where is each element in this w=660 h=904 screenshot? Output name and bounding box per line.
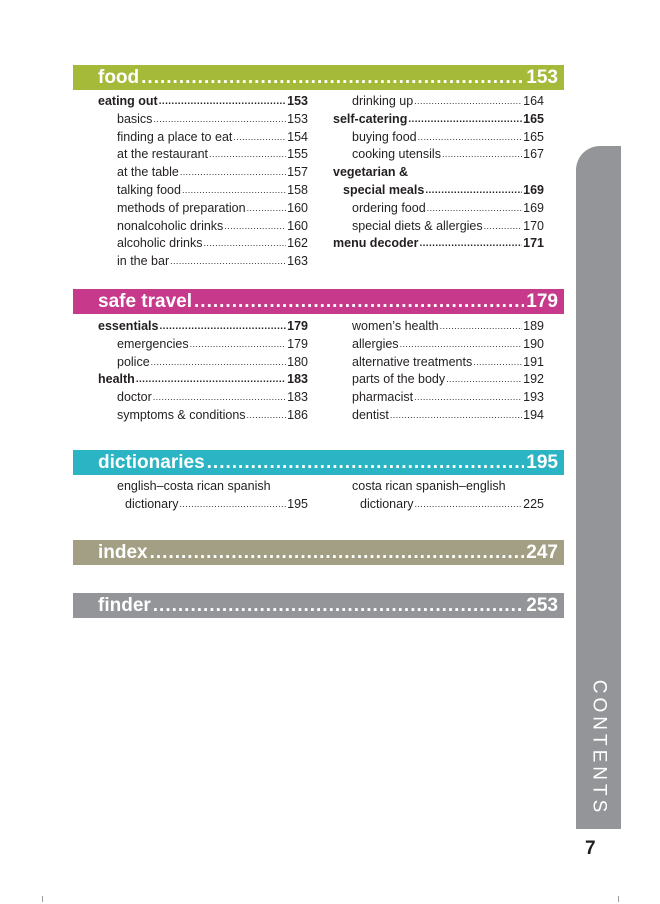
section-bar-dictionaries[interactable] (73, 450, 564, 475)
leader-dots (136, 371, 286, 389)
entry-page: 189 (523, 319, 544, 333)
entry-page: 193 (523, 390, 544, 405)
section-title-safe-travel: safe travel (98, 290, 193, 312)
leader-dots (414, 389, 522, 407)
entry-page: 165 (523, 129, 544, 144)
section-title-index: index (98, 541, 148, 563)
side-tab-text: CONTENTS (588, 679, 610, 817)
entry-label: buying food (352, 129, 417, 144)
toc-entry-alternative-treatments[interactable] (333, 354, 544, 372)
entry-page: 180 (287, 354, 308, 369)
entry-page: 169 (523, 182, 544, 197)
entry-label: basics (117, 111, 153, 126)
leader-dots (408, 111, 522, 129)
leader-dots (141, 67, 524, 89)
page-number: 7 (585, 838, 596, 859)
toc-entry-menu-decoder[interactable] (333, 235, 544, 253)
entry-page: 195 (287, 496, 308, 511)
entry-page: 167 (523, 147, 544, 162)
entry-label: alternative treatments (352, 354, 473, 369)
leader-dots (419, 235, 522, 253)
entry-page: 171 (523, 236, 544, 251)
safe-travel-left-column (98, 318, 308, 425)
toc-entry-drinking-up[interactable] (333, 93, 544, 111)
entry-page: 160 (287, 218, 308, 233)
entry-label: nonalcoholic drinks (117, 218, 224, 233)
leader-dots (159, 318, 286, 336)
entry-page: 165 (523, 111, 544, 126)
section-page-safe-travel: 179 (526, 290, 558, 312)
entry-label: alcoholic drinks (117, 236, 203, 251)
entry-page: 158 (287, 182, 308, 197)
entry-page: 162 (287, 236, 308, 251)
section-page-index: 247 (526, 541, 558, 563)
entry-page: 157 (287, 165, 308, 180)
toc-entry-buying-food[interactable] (333, 129, 544, 147)
section-bar-safe-travel[interactable] (73, 289, 564, 314)
entry-page: 179 (287, 336, 308, 351)
leader-dots (484, 218, 523, 236)
entry-page: 183 (287, 372, 308, 387)
leader-dots (180, 164, 286, 182)
entry-label: eating out (98, 94, 158, 108)
toc-entry-allergies[interactable] (333, 336, 544, 354)
section-title-food: food (98, 66, 140, 88)
entry-label: dictionary (360, 496, 414, 511)
leader-dots (190, 336, 287, 354)
toc-entry-basics[interactable] (98, 111, 308, 129)
entry-page: 163 (287, 254, 308, 269)
leader-dots (151, 354, 286, 372)
entry-label: dictionary (125, 496, 179, 511)
toc-entry-health[interactable] (98, 371, 308, 389)
toc-entry-emergencies[interactable] (98, 336, 308, 354)
section-bar-food[interactable] (73, 65, 564, 90)
leader-dots (194, 291, 524, 313)
entry-page: 170 (523, 218, 544, 233)
leader-dots (442, 146, 522, 164)
entry-label: police (117, 354, 150, 369)
section-page-finder: 253 (526, 594, 558, 616)
toc-entry-at-the-table[interactable] (98, 164, 308, 182)
leader-dots (153, 595, 525, 617)
entry-page: 191 (523, 354, 544, 369)
entry-label: talking food (117, 182, 181, 197)
safe-travel-right-column (333, 318, 544, 425)
entry-page: 155 (287, 147, 308, 162)
toc-entry-symptoms-conditions[interactable] (98, 407, 308, 425)
food-left-column (98, 93, 308, 271)
leader-dots (415, 496, 523, 514)
entry-label: dentist (352, 407, 389, 422)
entry-label: special meals (343, 182, 425, 197)
entry-label: allergies (352, 336, 399, 351)
toc-entry-womens-health[interactable] (333, 318, 544, 336)
entry-label: drinking up (352, 94, 414, 108)
crop-mark-left (42, 896, 43, 902)
toc-entry-special-diets-allergies[interactable] (333, 218, 544, 236)
entry-label: at the restaurant (117, 147, 209, 162)
entry-label: ordering food (352, 200, 426, 215)
toc-entry-pharmacist[interactable] (333, 389, 544, 407)
entry-label: doctor (117, 390, 152, 405)
entry-label: menu decoder (333, 236, 419, 251)
leader-dots (400, 336, 523, 354)
toc-entry-cooking-utensils[interactable] (333, 146, 544, 164)
entry-label: women’s health (352, 319, 439, 333)
toc-entry-eating-out[interactable] (98, 93, 308, 111)
dictionaries-right-column (333, 478, 544, 514)
contents-side-tab-label (576, 678, 621, 818)
toc-entry-dentist[interactable] (333, 407, 544, 425)
toc-entry-dictionary-spanish[interactable] (333, 496, 544, 514)
leader-dots (209, 146, 286, 164)
toc-entry-nonalcoholic-drinks[interactable] (98, 218, 308, 236)
dictionaries-left-column (98, 478, 308, 514)
leader-dots (440, 318, 523, 336)
entry-page: 153 (287, 94, 308, 108)
entry-page: 153 (287, 111, 308, 126)
section-bar-finder[interactable] (73, 593, 564, 618)
entry-page: 190 (523, 336, 544, 351)
entry-page: 194 (523, 407, 544, 422)
leader-dots (473, 354, 522, 372)
entry-page: 192 (523, 372, 544, 387)
toc-heading-english-costa-rican-spanish: english–costa rican spanish (117, 479, 271, 493)
crop-mark-right (618, 896, 619, 902)
toc-entry-self-catering[interactable] (333, 111, 544, 129)
entry-page: 186 (287, 407, 308, 422)
leader-dots (418, 129, 523, 147)
leader-dots (446, 371, 522, 389)
leader-dots (203, 235, 286, 253)
entry-label: self-catering (333, 111, 408, 126)
leader-dots (159, 93, 286, 111)
toc-heading-vegetarian: vegetarian & (333, 165, 409, 180)
entry-label: parts of the body (352, 372, 446, 387)
toc-entry-parts-of-the-body[interactable] (333, 371, 544, 389)
toc-entry-special-meals[interactable] (333, 182, 544, 200)
leader-dots (390, 407, 522, 425)
toc-entry-finding-a-place-to-eat[interactable] (98, 129, 308, 147)
toc-entry-talking-food[interactable] (98, 182, 308, 200)
toc-entry-at-the-restaurant[interactable] (98, 146, 308, 164)
leader-dots (182, 182, 286, 200)
entry-label: pharmacist (352, 390, 414, 405)
leader-dots (153, 111, 286, 129)
entry-page: 164 (523, 94, 544, 108)
leader-dots (414, 93, 522, 111)
leader-dots (247, 407, 287, 425)
leader-dots (170, 253, 286, 271)
leader-dots (150, 542, 525, 564)
toc-entry-in-the-bar[interactable] (98, 253, 308, 271)
section-bar-index[interactable] (73, 540, 564, 565)
section-title-dictionaries: dictionaries (98, 451, 205, 473)
section-page-dictionaries: 195 (526, 451, 558, 473)
entry-page: 154 (287, 129, 308, 144)
toc-entry-doctor[interactable] (98, 389, 308, 407)
entry-label: cooking utensils (352, 147, 441, 162)
entry-label: finding a place to eat (117, 129, 233, 144)
toc-entry-dictionary-english[interactable] (98, 496, 308, 514)
entry-label: special diets & allergies (352, 218, 483, 233)
toc-heading-costa-rican-spanish-english: costa rican spanish–english (352, 479, 506, 493)
entry-page: 160 (287, 200, 308, 215)
leader-dots (427, 200, 522, 218)
leader-dots (224, 218, 286, 236)
leader-dots (180, 496, 287, 514)
entry-label: at the table (117, 165, 179, 180)
toc-entry-alcoholic-drinks[interactable] (98, 235, 308, 253)
entry-label: in the bar (117, 254, 170, 269)
entry-label: symptoms & conditions (117, 407, 246, 422)
toc-entry-methods-of-preparation[interactable] (98, 200, 308, 218)
entry-page: 179 (287, 319, 308, 333)
entry-page: 225 (523, 496, 544, 511)
entry-label: health (98, 372, 135, 387)
entry-page: 169 (523, 200, 544, 215)
leader-dots (425, 182, 522, 200)
toc-entry-essentials[interactable] (98, 318, 308, 336)
food-right-column (333, 93, 544, 253)
entry-label: essentials (98, 319, 159, 333)
section-title-finder: finder (98, 594, 151, 616)
toc-entry-police[interactable] (98, 354, 308, 372)
leader-dots (247, 200, 287, 218)
entry-page: 183 (287, 390, 308, 405)
leader-dots (233, 129, 286, 147)
section-page-food: 153 (526, 66, 558, 88)
entry-label: emergencies (117, 336, 189, 351)
leader-dots (207, 452, 525, 474)
entry-label: methods of preparation (117, 200, 246, 215)
leader-dots (153, 389, 286, 407)
toc-entry-ordering-food[interactable] (333, 200, 544, 218)
